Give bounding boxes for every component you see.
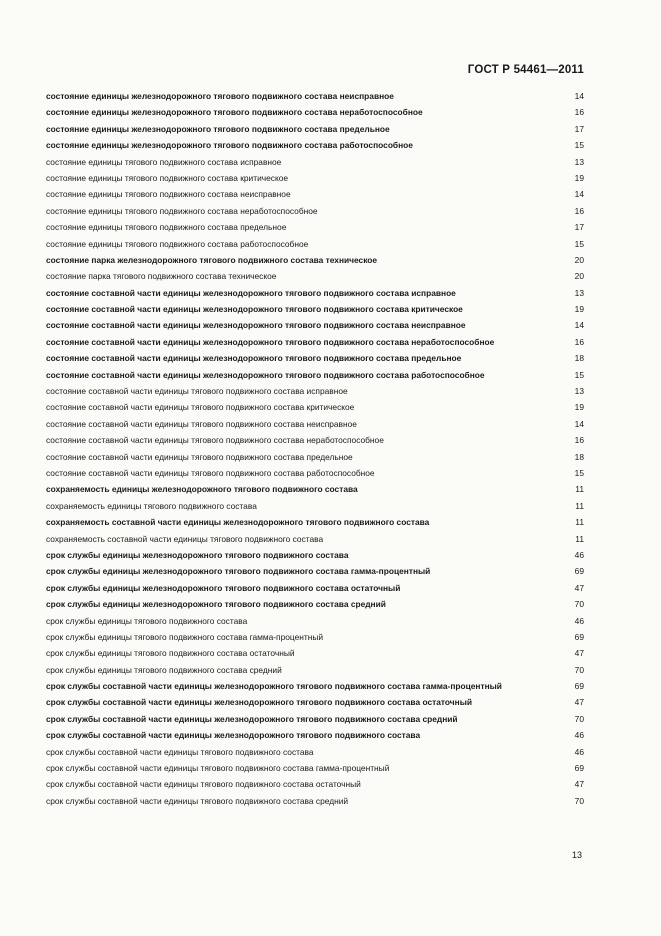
index-page-ref: 11 [575,533,584,544]
document-header: ГОСТ Р 54461—2011 [467,64,584,76]
index-term: состояние составной части единицы железнодорожного тягового подвижного состава исправное [46,287,456,298]
index-term: состояние составной части единицы железнодорожного тягового подвижного состава неисправное [46,320,466,331]
index-term: срок службы составной части единицы тягового подвижного состава гамма-процентный [46,763,390,774]
index-page-ref: 47 [574,648,584,659]
index-term: состояние единицы тягового подвижного состава работоспособное [46,238,309,249]
index-entry [46,272,584,282]
index-entry [46,469,584,479]
index-entry [46,535,584,545]
index-entry [46,485,584,495]
index-term: состояние составной части единицы тягового подвижного состава предельное [46,451,353,462]
index-term: срок службы единицы тягового подвижного состава средний [46,664,282,675]
index-entry [46,551,584,561]
index-entry [46,682,584,692]
index-term: срок службы единицы железнодорожного тягового подвижного состава [46,549,349,560]
index-page-ref: 46 [574,549,584,560]
index-entry [46,338,584,348]
index-entry [46,518,584,528]
index-entry [46,731,584,741]
index-entry [46,256,584,266]
index-entry [46,600,584,610]
index-entry [46,502,584,512]
index-entry [46,403,584,413]
index-page-ref: 14 [574,418,584,429]
index-entry [46,190,584,200]
index-page-ref: 69 [574,763,584,774]
index-term: состояние составной части единицы железнодорожного тягового подвижного состава предельное [46,353,462,364]
index-term: состояние парка тягового подвижного состава техническое [46,271,277,282]
index-page-ref: 19 [574,402,584,413]
index-term: срок службы составной части единицы железнодорожного тягового подвижного состава остаточный [46,697,472,708]
index-term: срок службы составной части единицы железнодорожного тягового подвижного состава [46,730,421,741]
index-page-ref: 69 [574,681,584,692]
index-page-ref: 16 [574,205,584,216]
index-term: состояние единицы тягового подвижного состава неисправное [46,189,291,200]
index-entry [46,780,584,790]
index-page-ref: 19 [574,304,584,315]
index-entry [46,240,584,250]
index-term: срок службы составной части единицы железнодорожного тягового подвижного состава гамма-процентный [46,681,502,692]
index-entry [46,354,584,364]
index-page-ref: 11 [575,500,584,511]
index-entry [46,453,584,463]
index-page-ref: 18 [574,451,584,462]
index-entry [46,567,584,577]
index-entry [46,321,584,331]
index-page-ref: 69 [574,566,584,577]
index-page-ref: 47 [574,697,584,708]
index-term: срок службы составной части единицы тягового подвижного состава остаточный [46,779,361,790]
index-entry [46,436,584,446]
index-entry [46,223,584,233]
index-term: состояние единицы железнодорожного тягового подвижного состава неисправное [46,91,394,101]
index-entry [46,764,584,774]
index-entry [46,797,584,807]
index-entry [46,92,584,102]
index-entry [46,617,584,627]
index-term: состояние единицы тягового подвижного состава неработоспособное [46,205,318,216]
index-term: состояние составной части единицы тягового подвижного состава работоспособное [46,467,375,478]
index-page-ref: 46 [574,746,584,757]
index-term: сохраняемость единицы тягового подвижного состава [46,500,257,511]
index-entry [46,715,584,725]
index-term: срок службы единицы железнодорожного тягового подвижного состава гамма-процентный [46,566,431,577]
index-term: срок службы единицы железнодорожного тягового подвижного состава остаточный [46,582,401,593]
page-number: 13 [571,850,582,860]
index-page-ref: 47 [574,582,584,593]
index-term: сохраняемость составной части единицы тягового подвижного состава [46,533,324,544]
alphabetical-index [46,92,584,813]
index-page-ref: 15 [574,467,584,478]
index-entry [46,420,584,430]
index-term: состояние составной части единицы тягового подвижного состава исправное [46,386,348,397]
index-page-ref: 15 [574,238,584,249]
index-entry [46,371,584,381]
index-page-ref: 13 [574,386,584,397]
index-page-ref: 70 [574,599,584,610]
index-page-ref: 47 [574,779,584,790]
index-entry [46,125,584,135]
index-page-ref: 20 [574,271,584,282]
index-page-ref: 19 [574,172,584,183]
index-page-ref: 70 [574,795,584,806]
index-term: состояние составной части единицы железнодорожного тягового подвижного состава неработоспособное [46,336,495,347]
index-entry [46,207,584,217]
index-page-ref: 18 [574,353,584,364]
index-term: состояние единицы тягового подвижного состава исправное [46,156,282,167]
index-term: состояние парка железнодорожного тягового подвижного состава техническое [46,254,378,265]
index-term: срок службы составной части единицы железнодорожного тягового подвижного состава средний [46,713,458,724]
index-term: состояние составной части единицы тягового подвижного состава критическое [46,402,355,413]
index-page-ref: 14 [574,91,584,101]
index-term: срок службы составной части единицы тягового подвижного состава средний [46,795,349,806]
index-term: срок службы единицы железнодорожного тягового подвижного состава средний [46,599,386,610]
index-entry [46,141,584,151]
index-page-ref: 14 [574,320,584,331]
index-entry [46,584,584,594]
index-page-ref: 11 [575,484,584,495]
index-term: срок службы единицы тягового подвижного состава остаточный [46,648,295,659]
index-page-ref: 16 [574,107,584,118]
index-entry [46,748,584,758]
index-page-ref: 46 [574,615,584,626]
index-page-ref: 17 [574,222,584,233]
index-term: состояние составной части единицы тягового подвижного состава неисправное [46,418,357,429]
index-entry [46,305,584,315]
index-term: состояние единицы железнодорожного тягового подвижного состава работоспособное [46,140,413,151]
index-entry [46,633,584,643]
index-page-ref: 16 [574,336,584,347]
index-entry [46,158,584,168]
index-page-ref: 46 [574,730,584,741]
index-entry [46,666,584,676]
index-page-ref: 70 [574,713,584,724]
index-page-ref: 13 [574,287,584,298]
index-page-ref: 15 [574,369,584,380]
index-entry [46,174,584,184]
index-entry [46,387,584,397]
index-term: сохраняемость единицы железнодорожного тягового подвижного состава [46,484,358,495]
index-term: состояние единицы железнодорожного тягового подвижного состава неработоспособное [46,107,423,118]
index-term: состояние составной части единицы железнодорожного тягового подвижного состава работоспособное [46,369,485,380]
index-term: состояние единицы железнодорожного тягового подвижного состава предельное [46,123,390,134]
index-page-ref: 11 [575,517,584,528]
index-term: состояние составной части единицы тягового подвижного состава неработоспособное [46,435,384,446]
index-page-ref: 13 [574,156,584,167]
index-entry [46,289,584,299]
index-entry [46,698,584,708]
index-page-ref: 14 [574,189,584,200]
index-page-ref: 16 [574,435,584,446]
index-term: сохраняемость составной части единицы железнодорожного тягового подвижного состава [46,517,430,528]
index-page-ref: 15 [574,140,584,151]
index-page-ref: 20 [574,254,584,265]
index-term: состояние единицы тягового подвижного состава предельное [46,222,287,233]
index-page-ref: 17 [574,123,584,134]
index-entry [46,108,584,118]
index-page-ref: 69 [574,631,584,642]
index-term: состояние составной части единицы железнодорожного тягового подвижного состава критическое [46,304,463,315]
index-term: срок службы единицы тягового подвижного состава гамма-процентный [46,631,324,642]
index-entry [46,649,584,659]
index-term: срок службы составной части единицы тягового подвижного состава [46,746,314,757]
index-page-ref: 70 [574,664,584,675]
index-term: состояние единицы тягового подвижного состава критическое [46,172,289,183]
index-term: срок службы единицы тягового подвижного состава [46,615,248,626]
